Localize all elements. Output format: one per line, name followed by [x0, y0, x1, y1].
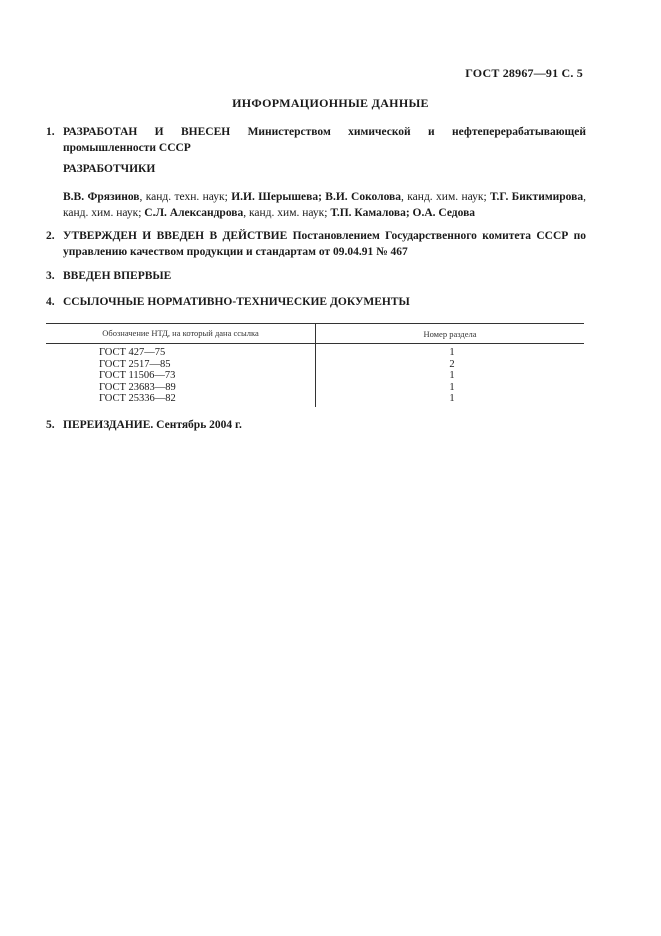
table-cell-section: 1 — [449, 370, 455, 381]
column-header-section: Номер раздела — [423, 328, 477, 339]
section-1 — [46, 124, 586, 156]
table-body — [46, 344, 584, 407]
developer: И.И. Шерышева; В.И. Соколова, канд. хим. наук; — [231, 191, 491, 203]
table-cell-section: 1 — [449, 393, 455, 404]
section-text: ССЫЛОЧНЫЕ НОРМАТИВНО-ТЕХНИЧЕСКИЕ ДОКУМЕНТЫ — [63, 296, 410, 308]
section-lead: РАЗРАБОТАН И ВНЕСЕН — [63, 126, 231, 138]
page-header: ГОСТ 28967—91 С. 5 — [465, 66, 583, 80]
section-3 — [46, 268, 586, 284]
table-cell-section: 1 — [449, 381, 455, 393]
developers-list — [63, 189, 586, 221]
document-column — [46, 344, 316, 407]
table-cell-document: ГОСТ 25336—82 — [99, 393, 176, 404]
section-number: 4. — [46, 296, 55, 308]
section-4 — [46, 294, 586, 310]
section-column — [316, 344, 584, 407]
developer: С.Л. Александрова, канд. хим. наук; — [144, 207, 331, 219]
section-text: ВВЕДЕН ВПЕРВЫЕ — [63, 270, 172, 282]
table-cell-document: ГОСТ 11506—73 — [99, 370, 176, 381]
section-text: Постановлением Государственного комитета СССР по управлению качеством продукции и стандартам от 09.04.91 № 467 — [63, 230, 586, 258]
table-cell-section: 2 — [449, 358, 455, 370]
table-cell-section: 1 — [449, 347, 455, 358]
section-number: 5. — [46, 419, 55, 431]
section-text: Министерством химической и нефтеперерабатывающей промышленности СССР — [63, 126, 586, 154]
section-number: 2. — [46, 230, 55, 242]
column-header-document: Обозначение НТД, на который дана ссылка — [46, 324, 316, 343]
section-number: 3. — [46, 270, 55, 282]
table-cell-document: ГОСТ 427—75 — [99, 347, 166, 358]
section-number: 1. — [46, 126, 55, 138]
section-2 — [46, 228, 586, 260]
developer: В.В. Фрязинов, канд. техн. наук; — [63, 191, 232, 203]
developer: Т.П. Камалова; О.А. Седова — [330, 207, 476, 219]
table-cell-document: ГОСТ 2517—85 — [99, 358, 171, 370]
section-text: ПЕРЕИЗДАНИЕ. Сентябрь 2004 г. — [63, 419, 242, 431]
document-title: ИНФОРМАЦИОННЫЕ ДАННЫЕ — [232, 96, 429, 110]
section-lead: УТВЕРЖДЕН И ВВЕДЕН В ДЕЙСТВИЕ — [63, 230, 288, 242]
developers-heading: РАЗРАБОТЧИКИ — [63, 163, 156, 175]
developer: Т.Г. Биктимирова, канд. хим. наук; — [63, 191, 586, 219]
table-header — [46, 323, 584, 344]
references-table — [46, 323, 584, 407]
table-cell-document: ГОСТ 23683—89 — [99, 381, 176, 393]
section-5 — [46, 417, 586, 433]
